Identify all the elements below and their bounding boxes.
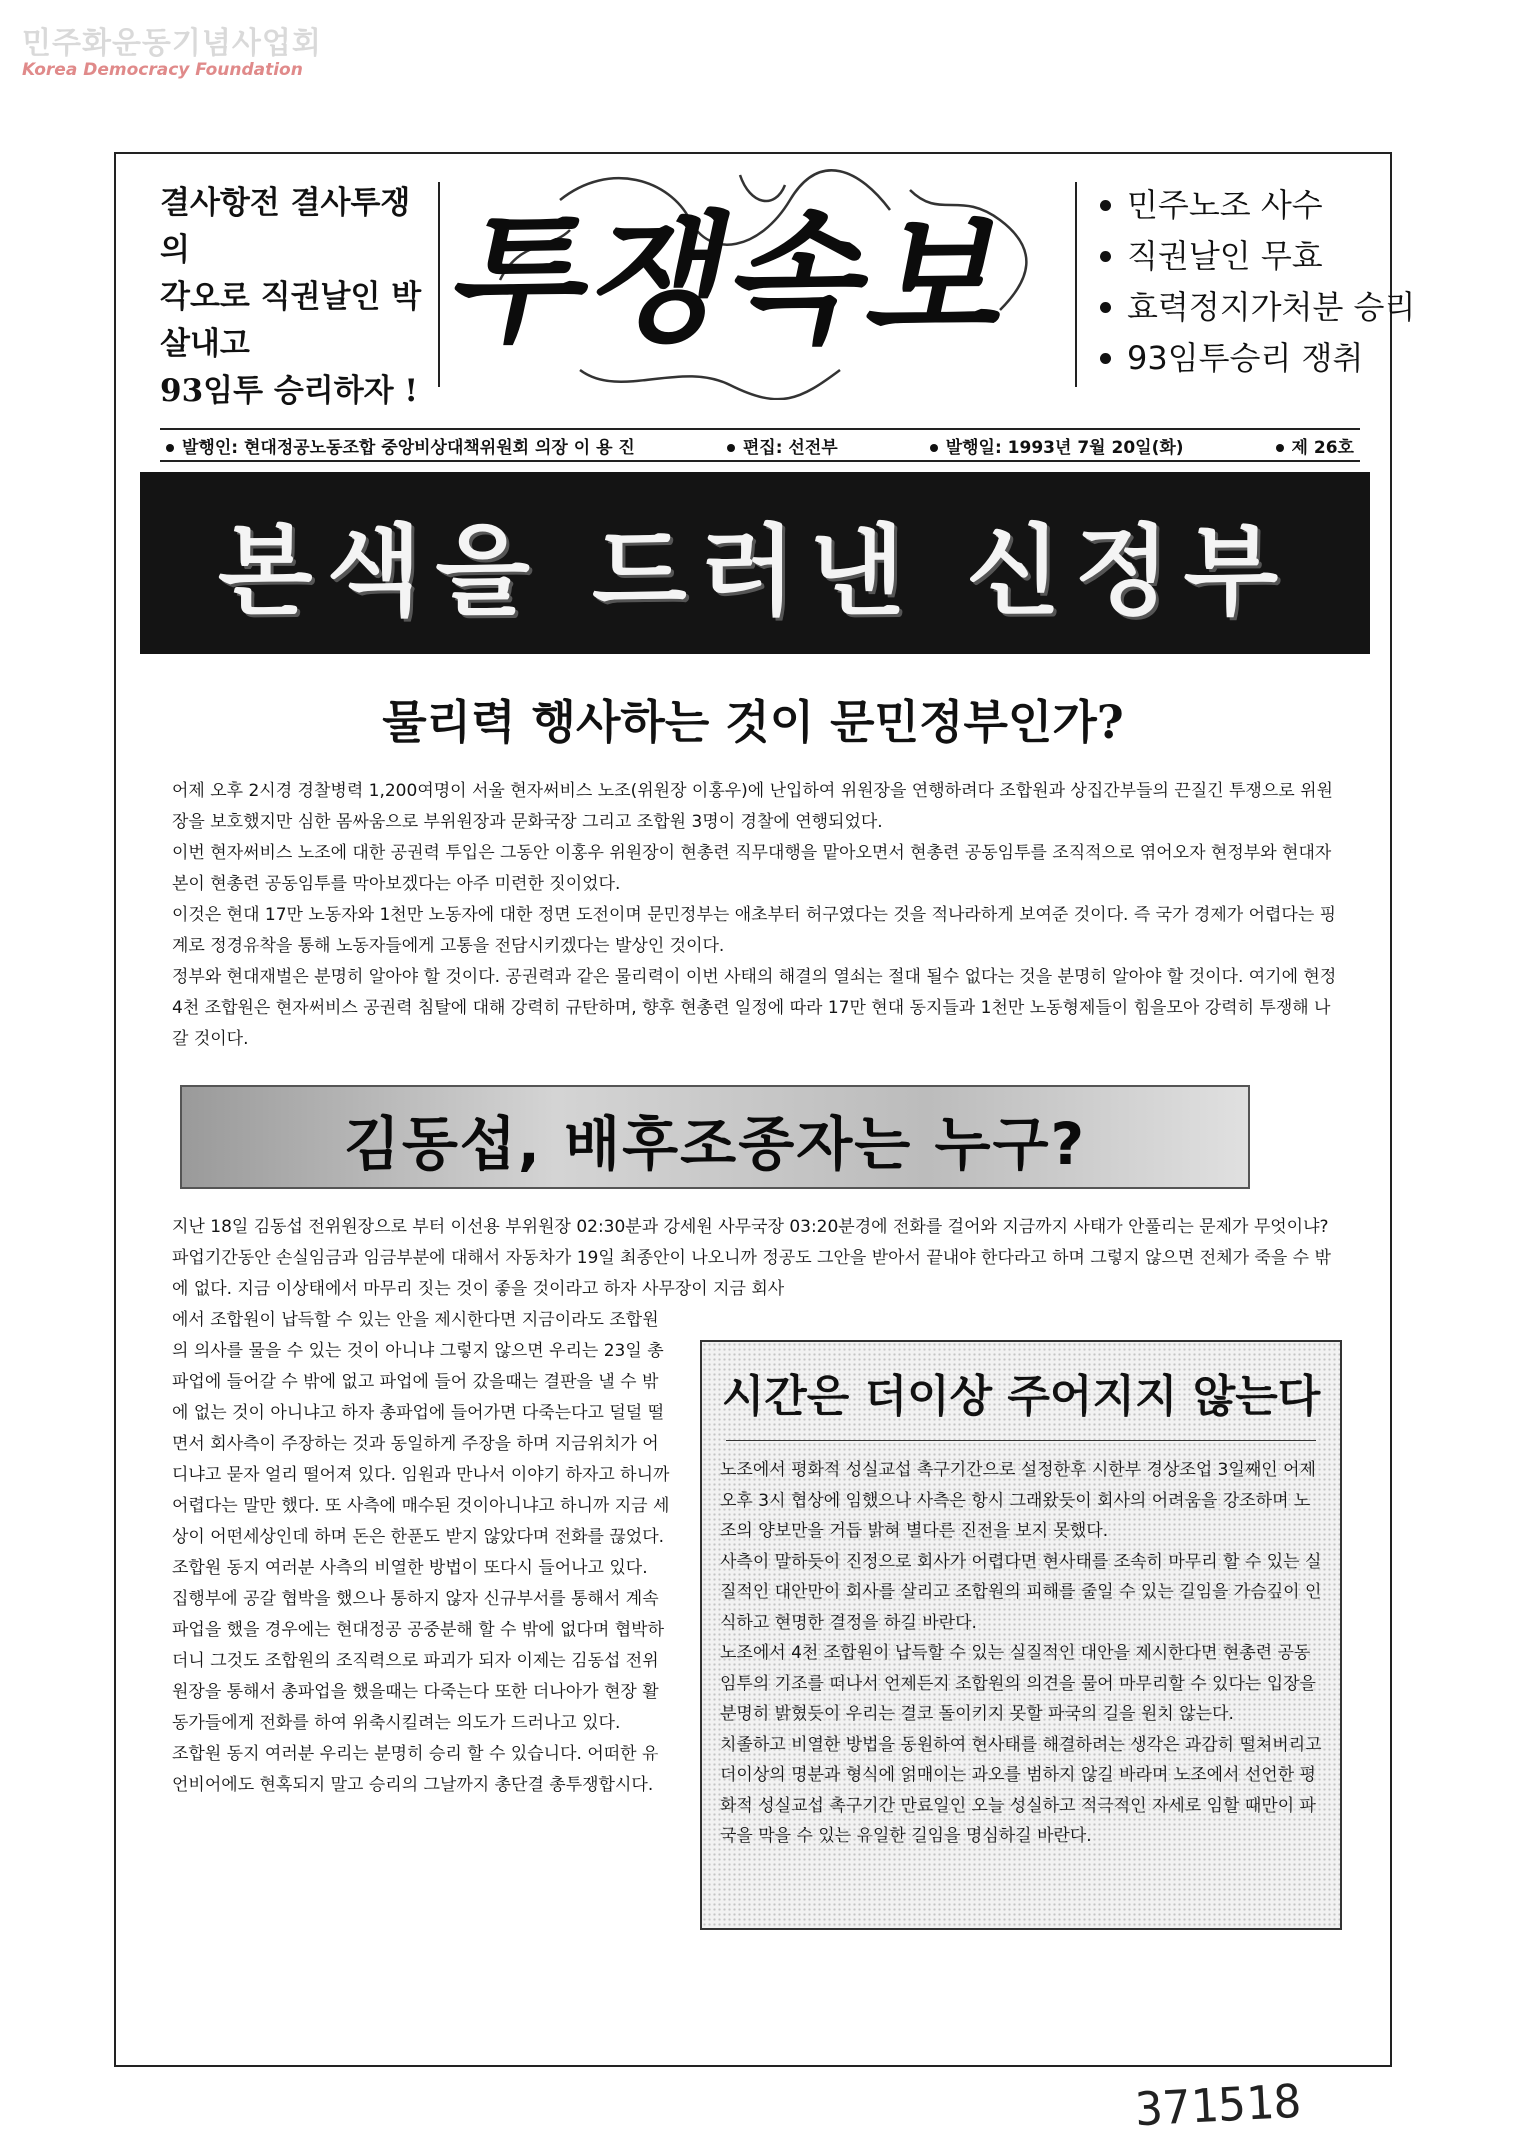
- article-paragraph: 이것은 현대 17만 노동자와 1천만 노동자에 대한 정면 도전이며 문민정부는 애초부터 허구였다는 것을 적나라하게 보여준 것이다. 즉 국가 경제가 어렵다는 핑계로 정경유착을 통해 노동자들에게 고통을 전담시키겠다는 발상인 것이다.: [172, 905, 1337, 956]
- slogan-item: [1100, 231, 1370, 282]
- date-info: [930, 433, 1184, 458]
- article-paragraph: 이번 현자써비스 노조에 대한 공권력 투입은 그동안 이홍우 위원장이 현총련 직무대행을 맡아오면서 현총련 공동임투를 조직적으로 엮어오자 현정부와 현대자본이 현총련 공동임투를 막아보겠다는 아주 미련한 짓이었다.: [172, 843, 1332, 894]
- left-slogan-line: 93임투 승리하자 !: [160, 373, 419, 409]
- slogan-item: [1100, 282, 1416, 333]
- newspaper-logo: 투쟁속보: [437, 198, 1030, 362]
- bullet-icon: [1276, 444, 1284, 452]
- bullet-icon: [1100, 353, 1111, 364]
- bullet-icon: [1100, 200, 1111, 211]
- masthead-left-slogan: [160, 180, 435, 415]
- article-paragraph: 어제 오후 2시경 경찰병력 1,200여명이 서울 현자써비스 노조(위원장 이홍우)에 난입하여 위원장을 연행하려다 조합원과 상집간부들의 끈질긴 투쟁으로 위원장을 보호했지만 심한 몸싸움으로 부위원장과 문화국장 그리고 조합원 3명이 경찰에 연행되었다.: [172, 781, 1333, 832]
- left-slogan-line: 결사항전 결사투쟁의: [160, 185, 411, 268]
- publisher-info: [166, 433, 635, 458]
- publisher-text: 발행인: 현대정공노동조합 중앙비상대책위원회 의장 이 용 진: [182, 437, 635, 458]
- issue-text: 제 26호: [1291, 437, 1354, 458]
- publication-info-bar: [160, 428, 1360, 462]
- sidebox-paragraph: 사측이 말하듯이 진정으로 회사가 어렵다면 현사태를 조속히 마무리 할 수 있는 실질적인 대안만이 회사를 살리고 조합원의 피해를 줄일 수 있는 길임을 가슴깊이 인식하고 현명한 결정을 하길 바란다.: [720, 1551, 1322, 1633]
- sidebox-divider: [726, 1440, 1316, 1441]
- left-slogan-line: 각오로 직권날인 박살내고: [160, 279, 422, 362]
- subheadline: 물리력 행사하는 것이 문민정부인가?: [382, 695, 1124, 749]
- slogan-item: [1100, 180, 1370, 231]
- slogan-item: [1100, 333, 1370, 384]
- editor-info: [727, 433, 838, 458]
- article-paragraph: 집행부에 공갈 협박을 했으나 통하지 않자 신규부서를 통해서 계속 파업을 했을 경우에는 현대정공 공중분해 할 수 밖에 없다며 협박하더니 그것도 조합원의 조직력으로 파괴가 되자 이제는 김동섭 전위원장을 통해서 총파업을 했을때는 다죽는다 또한 더나아가 현장 활동가들에게 전화를 하여 위축시킬려는 의도가 드러나고 있다.: [172, 1589, 665, 1733]
- article-2-intro: 지난 18일 김동섭 전위원장으로 부터 이선용 부위원장 02:30분과 강세원 사무국장 03:20분경에 전화를 걸어와 지금까지 사태가 안풀리는 문제가 무엇이냐? 파업기간동안 손실임금과 임금부분에 대해서 자동차가 19일 최종안이 나오니까 정공도 그안을 받아서 끝내야 한다라고 하며 그렇지 않으면 전체가 죽을 수 밖에 없다. 지금 이상태에서 마무리 짓는 것이 좋을 것이라고 하자 사무장이 지금 회사: [172, 1217, 1331, 1299]
- article-2-column: [172, 1305, 672, 1801]
- masthead-divider: [1075, 182, 1077, 387]
- bullet-icon: [930, 444, 938, 452]
- editor-text: 편집: 선전부: [742, 437, 838, 458]
- issue-info: [1276, 433, 1354, 458]
- date-text: 발행일: 1993년 7월 20일(화): [945, 437, 1184, 458]
- bullet-icon: [1100, 302, 1111, 313]
- sidebox-paragraph: 노조에서 4천 조합원이 납득할 수 있는 실질적인 대안을 제시한다면 현총련 공동임투의 기조를 떠나서 언제든지 조합원의 의견을 물어 마무리할 수 있다는 입장을 분명히 밝혔듯이 우리는 결코 돌이키지 못할 파국의 길을 원치 않는다.: [720, 1643, 1316, 1724]
- slogan-text: 직권날인 무효: [1127, 237, 1323, 275]
- watermark-english: Korea Democracy Foundation: [22, 60, 303, 80]
- archive-number: 371518: [1133, 2073, 1303, 2137]
- headline-banner: [140, 472, 1370, 654]
- article-1: [172, 776, 1342, 1055]
- bullet-icon: [166, 444, 174, 452]
- masthead-slogans: [1100, 180, 1416, 384]
- slogan-text: 효력정지가처분 승리: [1127, 288, 1416, 326]
- slogan-text: 민주노조 사수: [1127, 186, 1323, 224]
- bullet-icon: [727, 444, 735, 452]
- headline: 본색을 드러낸 신정부: [217, 514, 1293, 629]
- article-paragraph: 정부와 현대재벌은 분명히 알아야 할 것이다. 공권력과 같은 물리력이 이번 사태의 해결의 열쇠는 절대 될수 없다는 것을 분명히 알아야 할 것이다. 여기에 현정 4천 조합원은 현자써비스 공권력 침탈에 대해 강력히 규탄하며, 향후 현총련 일정에 따라 17만 현대 동지들과 1천만 노동형제들이 힘을모아 강력히 투쟁해 나갈 것이다.: [172, 967, 1337, 1049]
- article-paragraph: 조합원 동지 여러분 우리는 분명히 승리 할 수 있습니다. 어떠한 유언비어에도 현혹되지 말고 승리의 그날까지 총단결 총투쟁합시다.: [172, 1744, 659, 1795]
- bullet-icon: [1100, 251, 1111, 262]
- watermark-korean: 민주화운동기념사업회: [22, 26, 322, 61]
- article-paragraph: 에서 조합원이 납득할 수 있는 안을 제시한다면 지금이라도 조합원의 의사를 물을 수 있는 것이 아니냐 그렇지 않으면 우리는 23일 총파업에 들어갈 수 밖에 없고 파업에 들어 갔을때는 결판을 낼 수 밖에 없는 것이 아니냐고 하자 총파업에 들어가면 다죽는다고 덜덜 떨면서 회사측이 주장하는 것과 동일하게 주장을 하며 지금위치가 어디냐고 묻자 얼리 떨어져 있다. 임원과 만나서 이야기 하자고 하니까 어렵다는 말만 했다. 또 사측에 매수된 것이아니냐고 하니까 지금 세상이 어떤세상인데 하며 돈은 한푼도 받지 않았다며 전화를 끊었다.: [172, 1310, 670, 1547]
- article-paragraph: 조합원 동지 여러분 사측의 비열한 방법이 또다시 들어나고 있다.: [172, 1558, 648, 1578]
- slogan-text: 93임투승리 쟁취: [1127, 339, 1364, 377]
- sidebox-body: [720, 1455, 1325, 1852]
- sidebox-paragraph: 치졸하고 비열한 방법을 동원하여 현사태를 해결하려는 생각은 과감히 떨쳐버리고 더이상의 명분과 형식에 얽매이는 과오를 범하지 않길 바라며 노조에서 선언한 평화적 성실교섭 촉구기간 만료일인 오늘 성실하고 적극적인 자세로 임할 때만이 파국을 막을 수 있는 유일한 길임을 명심하길 바란다.: [720, 1734, 1322, 1846]
- headline-2: 김동섭, 배후조종자는 누구?: [343, 1110, 1087, 1178]
- sidebox-paragraph: 노조에서 평화적 성실교섭 촉구기간으로 설정한후 시한부 경상조업 3일째인 어제 오후 3시 협상에 임했으나 사측은 항시 그래왔듯이 회사의 어려움을 강조하며 노조의 양보만을 거듭 밝혀 별다른 진전을 보지 못했다.: [720, 1460, 1316, 1541]
- sidebox-title: 시간은 더이상 주어지지 않는다: [721, 1371, 1321, 1422]
